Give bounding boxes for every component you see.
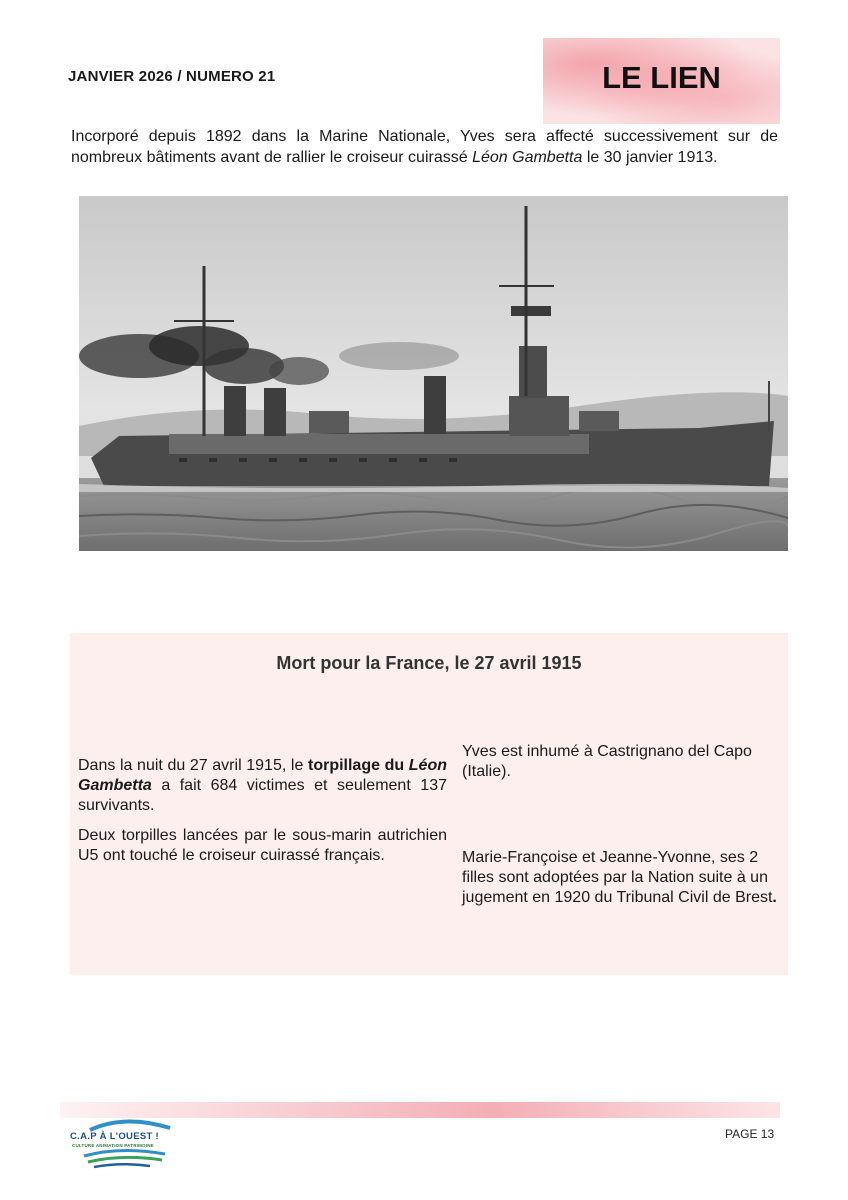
ship-illustration xyxy=(79,196,788,551)
torpedo-paragraph xyxy=(78,756,447,816)
memorial-section xyxy=(70,633,788,975)
logo-text: C.A.P À L'OUEST ! xyxy=(70,1131,159,1142)
logo-subtitle: CULTURE ANIMATION PATRIMOINE xyxy=(72,1143,154,1148)
ship-photo xyxy=(79,196,788,551)
ship-name-bold-italic: Léon Gambetta xyxy=(78,757,447,794)
issue-date: JANVIER 2026 / NUMERO 21 xyxy=(68,68,276,85)
right-column xyxy=(462,742,782,918)
text-segment: Marie-Françoise et Jeanne-Yvonne, ses 2 filles sont adoptées par la Nation suite à un jugement en 1920 du Tribunal Civil de Brest xyxy=(462,849,773,906)
page-number: PAGE 13 xyxy=(725,1127,775,1141)
intro-text-1: Incorporé depuis 1892 dans la Marine Nationale, Yves sera affecté successivement sur de nombreux bâtiments avant de rallier le croiseur cuirassé xyxy=(71,128,778,166)
period: . xyxy=(772,889,777,906)
text-segment: Dans la nuit du 27 avril 1915, le xyxy=(78,757,308,774)
brand-title: LE LIEN xyxy=(602,60,721,95)
text-segment: a fait 684 victimes et seulement 137 survivants. xyxy=(78,777,447,814)
intro-text-2: le 30 janvier 1913. xyxy=(582,149,718,166)
section-title: Mort pour la France, le 27 avril 1915 xyxy=(276,653,582,673)
intro-paragraph xyxy=(71,126,778,168)
intro-ship-name: Léon Gambetta xyxy=(472,149,583,166)
submarine-paragraph: Deux torpilles lancées par le sous-marin autrichien U5 ont touché le croiseur cuirassé français. xyxy=(78,827,447,864)
adoption-paragraph xyxy=(462,848,782,908)
bold-segment: torpillage du xyxy=(307,757,409,774)
cap-a-louest-logo xyxy=(70,1116,180,1172)
left-column xyxy=(78,756,447,876)
burial-paragraph: Yves est inhumé à Castrignano del Capo (Italie). xyxy=(462,743,752,780)
brand-banner xyxy=(543,38,780,124)
